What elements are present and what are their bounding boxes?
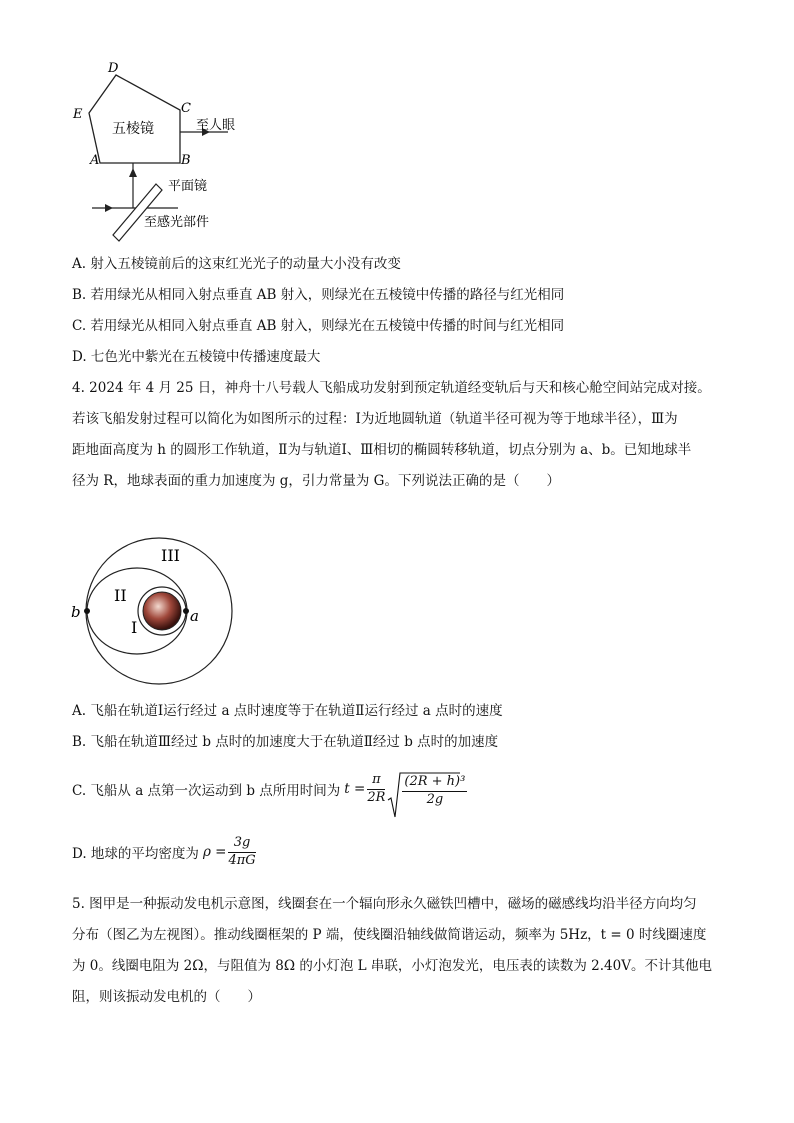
prism-label: 五棱镜	[112, 121, 154, 137]
point-b-marker	[84, 608, 90, 614]
q5-stem-line2: 分布（图乙为左视图）。推动线圈框架的 P 端，使线圈沿轴线做简谐运动，频率为 5Hz，t = 0 时线圈速度	[72, 927, 707, 943]
formula-pi-over-2r	[367, 772, 385, 807]
q4-option-d	[72, 832, 256, 872]
sqrt-sign-icon	[387, 770, 461, 820]
to-eye-label: 至人眼	[196, 118, 236, 133]
point-a-marker	[183, 608, 189, 614]
q3-option-a: A. 射入五棱镜前后的这束红光光子的动量大小没有改变	[72, 256, 401, 272]
point-a-label: a	[190, 607, 199, 625]
q4-stem-line4: 径为 R，地球表面的重力加速度为 g，引力常量为 G。下列说法正确的是（ ）	[72, 473, 560, 489]
vertex-c-label: C	[181, 101, 191, 116]
orbit-figure	[66, 535, 241, 690]
orbit-iii-label: III	[161, 546, 180, 565]
formula-pi: π	[367, 772, 385, 790]
pentaprism-shape	[89, 75, 180, 163]
earth-icon	[143, 592, 181, 630]
up-arrow-icon	[129, 168, 137, 177]
q5-stem-line1: 5. 图甲是一种振动发电机示意图，线圈套在一个辐向形永久磁铁凹槽中，磁场的磁感线均沿半径方向均匀	[72, 896, 697, 912]
formula-3g: 3g	[228, 835, 255, 853]
formula-2r: 2R	[367, 789, 386, 805]
pentaprism-figure	[70, 60, 270, 245]
formula-rad-num: (2R + h)³	[402, 774, 467, 792]
plane-mirror-shape	[113, 184, 162, 241]
vertex-a-label: A	[90, 153, 100, 168]
formula-4pig: 4πG	[228, 852, 256, 868]
q4-stem-line3: 距地面高度为 h 的圆形工作轨道，Ⅱ为与轨道Ⅰ、Ⅲ相切的椭圆转移轨道，切点分别为 a、b。已知地球半	[72, 442, 692, 458]
mirror-label: 平面镜	[168, 179, 208, 194]
q4-option-c-text: C. 飞船从 a 点第一次运动到 b 点所用时间为	[72, 783, 341, 799]
q4-option-a: A. 飞船在轨道Ⅰ运行经过 a 点时速度等于在轨道Ⅱ运行经过 a 点时的速度	[72, 703, 503, 719]
orbit-i-label: I	[131, 618, 138, 637]
right-arrow-icon	[105, 204, 113, 212]
q4-option-c	[72, 764, 467, 814]
formula-rho-equals: ρ =	[202, 844, 227, 860]
q3-option-c: C. 若用绿光从相同入射点垂直 AB 射入，则绿光在五棱镜中传播的时间与红光相同	[72, 318, 565, 334]
formula-rad-den: 2g	[426, 791, 444, 807]
formula-t-equals: t =	[344, 781, 366, 797]
point-b-label: b	[71, 603, 81, 621]
q3-option-b: B. 若用绿光从相同入射点垂直 AB 射入，则绿光在五棱镜中传播的路径与红光相同	[72, 287, 565, 303]
q4-option-b: B. 飞船在轨道Ⅲ经过 b 点时的加速度大于在轨道Ⅱ经过 b 点时的加速度	[72, 734, 499, 750]
q4-option-d-text: D. 地球的平均密度为	[72, 846, 199, 862]
q3-option-d: D. 七色光中紫光在五棱镜中传播速度最大	[72, 349, 321, 365]
vertex-e-label: E	[73, 107, 83, 122]
formula-sqrt	[387, 770, 467, 809]
vertex-d-label: D	[108, 61, 119, 76]
q5-stem-line3: 为 0。线圈电阻为 2Ω，与阻值为 8Ω 的小灯泡 L 串联，小灯泡发光，电压表的读数为 2.40V。不计其他电	[72, 958, 712, 974]
q4-stem-line2: 若该飞船发射过程可以简化为如图所示的过程：Ⅰ为近地圆轨道（轨道半径可视为等于地球半径），Ⅲ为	[72, 411, 678, 427]
q5-stem-line4: 阻，则该振动发电机的（ ）	[72, 989, 261, 1005]
orbit-ii-label: II	[114, 586, 127, 605]
vertex-b-label: B	[181, 153, 191, 168]
to-sensor-label: 至感光部件	[144, 215, 210, 230]
q4-stem-line1: 4. 2024 年 4 月 25 日，神舟十八号载人飞船成功发射到预定轨道经变轨后与天和核心舱空间站完成对接。	[72, 380, 711, 396]
formula-density	[228, 835, 255, 870]
